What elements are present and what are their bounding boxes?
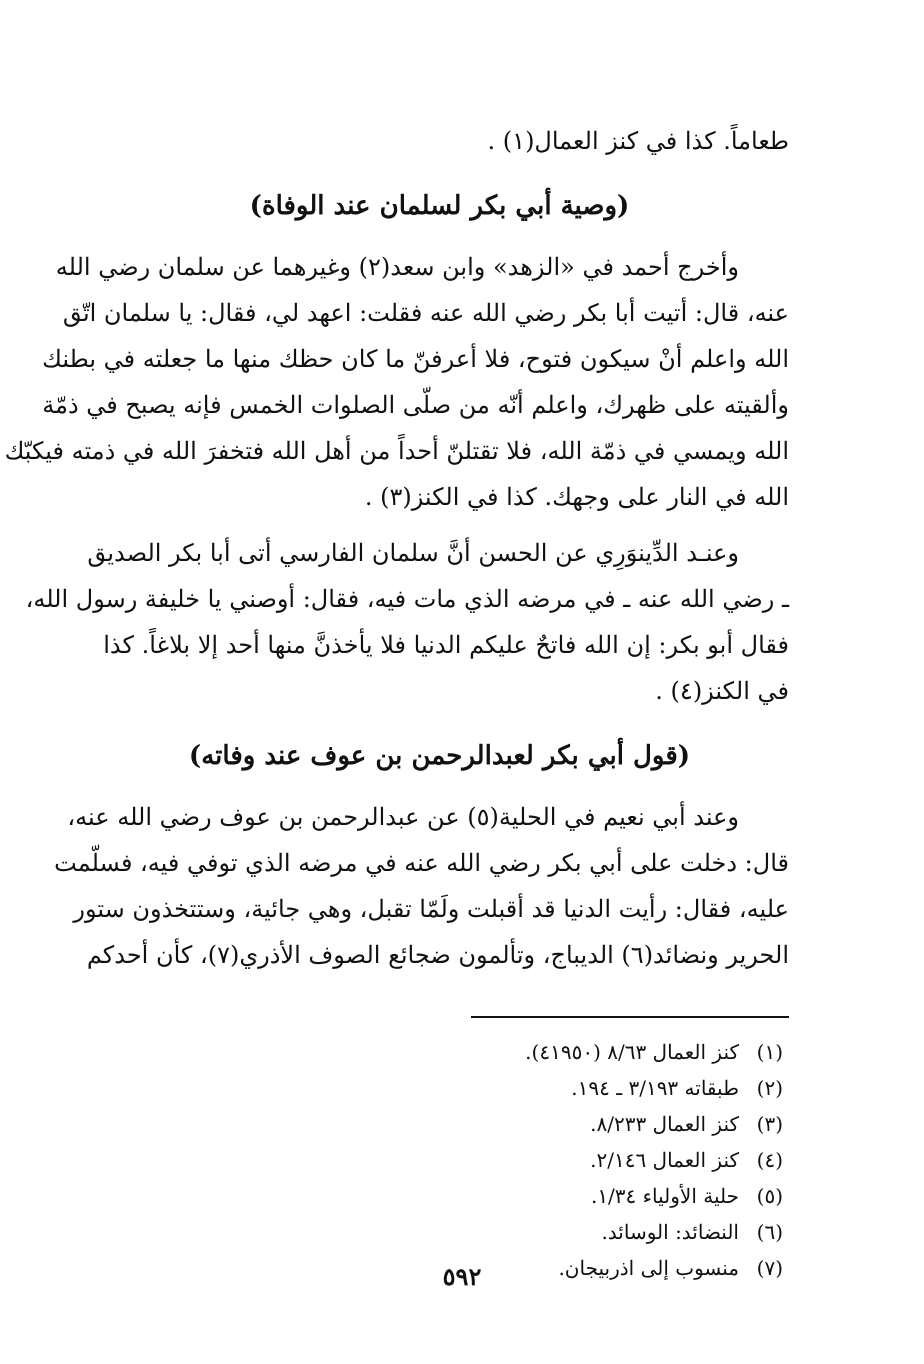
footnote-text: كنز العمال ٨/٦٣ (٤١٩٥٠).: [525, 1040, 739, 1064]
footnote: [90, 1070, 789, 1106]
text-line: الله في النار على وجهك. كذا في الكنز(٣) .: [364, 483, 789, 511]
footnote-number: (٦): [756, 1220, 783, 1244]
footnote-number: (٧): [756, 1256, 783, 1280]
footnote-text: طبقاته ٣/١٩٣ ـ ١٩٤.: [571, 1076, 739, 1100]
footnote-number: (٥): [756, 1184, 783, 1208]
footnote: [90, 1106, 789, 1142]
text-line: وألقيته على ظهرك، واعلم أنّه من صلّى الصلوات الخمس فإنه يصبح في ذمّة: [42, 391, 789, 419]
text-line: وأخرج أحمد في «الزهد» وابن سعد(٢) وغيرهما عن سلمان رضي الله: [55, 253, 739, 281]
text-line: وعنـد الدِّينوَرِي عن الحسن أنَّ سلمان الفارسي أتى أبا بكر الصديق: [87, 539, 739, 567]
text-line: طعاماً. كذا في كنز العمال(١) .: [487, 127, 789, 155]
paragraph-abdulrahman-1: [54, 794, 789, 978]
text-line: الله ويمسي في ذمّة الله، فلا تقتلنّ أحداً من أهل الله فتخفرَ الله في ذمته فيكبّك: [4, 437, 789, 465]
text-line: في الكنز(٤) .: [655, 677, 789, 705]
footnote-number: (٢): [756, 1076, 783, 1100]
opening-paragraph: [90, 118, 789, 164]
text-line: وعند أبي نعيم في الحلية(٥) عن عبدالرحمن بن عوف رضي الله عنه،: [67, 803, 739, 831]
text-line: قال: دخلت على أبي بكر رضي الله عنه في مرضه الذي توفي فيه، فسلّمت: [54, 849, 789, 877]
footnote-number: (٣): [756, 1112, 783, 1136]
text-line: عليه، فقال: رأيت الدنيا قد أقبلت ولَمّا تقبل، وهي جائية، وستتخذون ستور: [73, 895, 789, 923]
footnote: [90, 1142, 789, 1178]
footnote: [90, 1214, 789, 1250]
footnote-number: (١): [756, 1040, 783, 1064]
footnote-text: منسوب إلى اذربيجان.: [558, 1256, 739, 1280]
footnote: [90, 1178, 789, 1214]
footnote-text: كنز العمال ٨/٢٣٣.: [590, 1112, 739, 1136]
text-line: الحرير ونضائد(٦) الديباج، وتألمون ضجائع الصوف الأذري(٧)، كأن أحدكم: [86, 941, 789, 969]
footnote-text: النضائد: الوسائد.: [601, 1220, 739, 1244]
paragraph-salman-2: [25, 530, 789, 714]
page-number: ٥٩٢: [442, 1262, 482, 1291]
footnote-text: حلية الأولياء ١/٣٤.: [590, 1184, 739, 1208]
text-line: فقال أبو بكر: إن الله فاتحٌ عليكم الدنيا فلا يأخذنَّ منها أحد إلا بلاغاً. كذا: [103, 631, 789, 659]
footnote: [90, 1034, 789, 1070]
text-line: ـ رضي الله عنه ـ في مرضه الذي مات فيه، فقال: أوصني يا خليفة رسول الله،: [25, 585, 789, 613]
text-line: عنه، قال: أتيت أبا بكر رضي الله عنه فقلت: اعهد لي، فقال: يا سلمان اتّق: [62, 299, 789, 327]
section-heading-salman: (وصية أبي بكر لسلمان عند الوفاة): [249, 191, 630, 221]
footnote-number: (٤): [756, 1148, 783, 1172]
section-heading-abdulrahman: (قول أبي بكر لعبدالرحمن بن عوف عند وفاته): [188, 741, 691, 771]
footnotes: [90, 1034, 789, 1286]
book-page: [4, 118, 789, 1364]
footnote-text: كنز العمال ٢/١٤٦.: [590, 1148, 739, 1172]
text-line: الله واعلم أنْ سيكون فتوح، فلا أعرفنّ ما كان حظك منها ما جعلته في بطنك: [42, 345, 789, 373]
paragraph-salman-1: [4, 244, 789, 520]
footnote-divider: [471, 1016, 789, 1018]
